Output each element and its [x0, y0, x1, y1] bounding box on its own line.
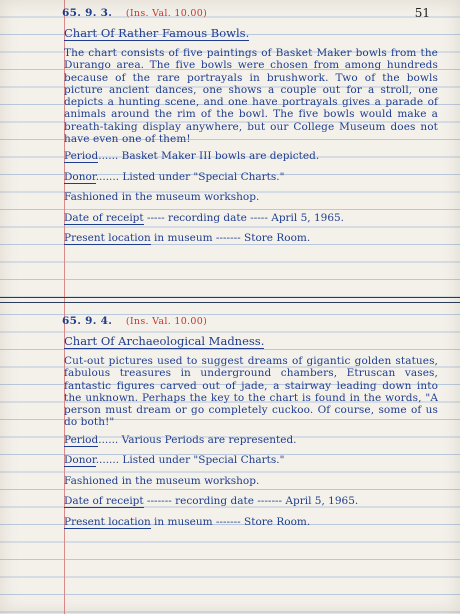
- location-value: in museum ------- Store Room.: [154, 232, 311, 245]
- entry-title: Chart Of Rather Famous Bowls.: [64, 26, 250, 40]
- location-label: Present location: [64, 232, 151, 245]
- entry-header: [62, 312, 438, 330]
- receipt-field: Date of receipt ------- recording date ------- April 5, 1965.: [64, 495, 359, 508]
- donor-value: Listed under "Special Charts.": [122, 170, 285, 183]
- receipt-label: Date of receipt: [64, 495, 144, 508]
- period-field: Period...... Basket Maker III bowls are depicted.: [64, 150, 320, 163]
- location-label: Present location: [64, 515, 151, 528]
- entry-title: Chart Of Archaeological Madness.: [64, 334, 265, 348]
- entry-description: The chart consists of five paintings of Basket Maker bowls from the Durango area. The five bowls were chosen from among hundreds because of the rare portrayals in brushwork. Two of the bowls picture ancient dances, one shows a couple out for a stroll, one depicts a hunting scene, and one have portrayals gives a parade of animals around the rim of the bowl. The five bowls would make a breath-taking display anywhere, but our College Museum does not have even one of them!: [64, 47, 438, 146]
- period-field: Period...... Various Periods are represented.: [64, 433, 297, 446]
- entry-description: Cut-out pictures used to suggest dreams of gigantic golden statues, fabulous treasures in underground chambers, Etruscan vases, fantastic figures carved out of jade, a stairway leading down into the unknown. Perhaps the key to the chart is found in the words, "A person must dream or go completely cuckoo. Of course, some of us do both!": [64, 355, 438, 429]
- fashioned-note: Fashioned in the museum workshop.: [64, 474, 260, 487]
- period-label: Period: [64, 433, 99, 446]
- fashioned-note: Fashioned in the museum workshop.: [64, 191, 260, 204]
- period-label: Period: [64, 150, 99, 163]
- accession-number: 65. 9. 4.: [62, 315, 113, 327]
- catalog-entry: [62, 312, 438, 531]
- donor-field: Donor....... Listed under "Special Charts.": [64, 454, 285, 467]
- receipt-value: recording date ------- April 5, 1965.: [175, 495, 359, 508]
- catalog-entry: [62, 4, 438, 248]
- donor-value: Listed under "Special Charts.": [122, 454, 285, 467]
- period-value: Various Periods are represented.: [121, 433, 297, 446]
- entry-header: [62, 4, 438, 22]
- donor-label: Donor: [64, 170, 96, 183]
- insurance-value-note: (Ins. Val. 10.00): [125, 8, 208, 19]
- section-divider: [0, 297, 460, 303]
- donor-field: Donor....... Listed under "Special Charts.": [64, 170, 285, 183]
- insurance-value-note: (Ins. Val. 10.00): [125, 316, 208, 327]
- page-number: 51: [414, 6, 430, 20]
- location-field: [62, 230, 438, 248]
- period-value: Basket Maker III bowls are depicted.: [121, 150, 320, 163]
- receipt-label: Date of receipt: [64, 211, 144, 224]
- donor-label: Donor: [64, 454, 96, 467]
- location-field: [62, 514, 438, 532]
- location-value: in museum ------- Store Room.: [154, 515, 311, 528]
- accession-number: 65. 9. 3.: [62, 7, 113, 19]
- receipt-value: recording date ----- April 5, 1965.: [168, 211, 345, 224]
- receipt-field: Date of receipt ----- recording date ----- April 5, 1965.: [64, 211, 345, 224]
